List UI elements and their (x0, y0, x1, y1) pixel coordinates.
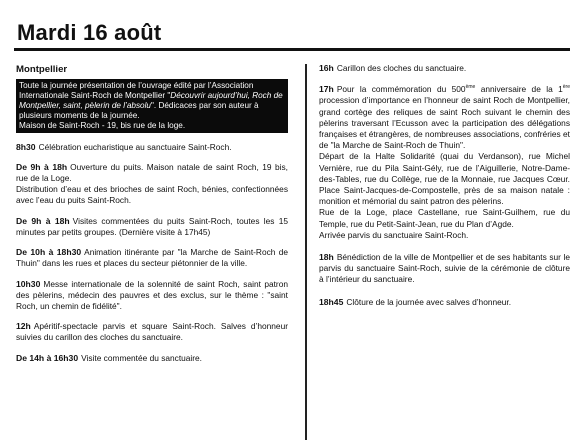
program-entry (16, 321, 288, 343)
intro-box (16, 79, 288, 133)
program-entry (319, 63, 570, 74)
program-entry (16, 216, 288, 238)
entry-text: Apéritif-spectacle parvis et square Saint-Roch. Salves d’honneur suivies du carillon des cloches du sanctuaire. (16, 321, 288, 343)
entry-time: 10h30 (16, 278, 41, 289)
program-entry (319, 252, 570, 286)
title-underline (14, 48, 570, 51)
program-entry (16, 353, 288, 364)
ordinal-suffix: ème (465, 84, 476, 91)
entry-time: De 9h à 18h (16, 162, 68, 173)
program-entry (16, 247, 288, 269)
entry-text: Messe internationale de la solennité de saint Roch, saint patron des pèlerins, médecin des pauvres et des exclus, sur le thème : "saint Roch, un chemin de fidélité". (16, 278, 288, 311)
entry-extra: Distribution d’eau et des brioches de saint Roch, bénies, confectionnées avec l’eau du puits Saint-Roch. (16, 184, 288, 206)
left-column (16, 64, 288, 373)
entry-text: Animation itinérante par "la Marche de Saint-Roch de Thuin" dans les rues et places du secteur piétonnier de la ville. (16, 247, 288, 269)
intro-address: Maison de Saint-Roch - 19, bis rue de la loge. (19, 120, 186, 130)
right-column (319, 63, 570, 319)
column-divider (305, 64, 307, 440)
city-heading: Montpellier (16, 64, 68, 75)
program-entry (16, 279, 288, 312)
entry-time: De 10h à 18h30 (16, 247, 82, 258)
procession-text-b: anniversaire de la 1 (475, 84, 563, 95)
entry-text: Ouverture du puits. Maison natale de saint Roch, 19 bis, rue de la Loge. (16, 162, 288, 184)
program-entry (319, 297, 570, 308)
book-title: Découvrir aujourd’hui, Roch de Montpellier, saint, pèlerin de l’absolu (19, 90, 283, 110)
procession-entry (319, 84, 570, 241)
program-entry (16, 162, 288, 206)
procession-route: Départ de la Halte Solidarité (quai du Verdanson), rue Michel Vernière, rue du Pila Saint-Gély, rue de l’Aiguillerie, Notre-Dame-des-Tables, rue du Collège, rue de la Monnaie, rue Jacques Cœur. Place Saint-Jacques-de-Compostelle, près de sa maison natale : monition et mémorial du saint patron des pèlerins. (319, 151, 570, 207)
entry-time: 16h (319, 63, 334, 73)
procession-text-a: Pour la commémoration du 500 (336, 84, 466, 95)
procession-text-c: procession d’importance en l’honneur de saint Roch de Montpellier, grand cortège des reliques de saint Roch suivant le chemin des pèlerins traversant l’Ecusson avec la participation des délégations françaises et étrangères, de nombreuses associations, confréries et de "la Marche de Saint-Roch de Thuin". (319, 95, 570, 151)
page-title: Mardi 16 août (17, 20, 162, 45)
entry-text: Visites commentées du puits Saint-Roch, toutes les 15 minutes par petits groupes. (Dernière visite à 17h45) (16, 215, 289, 237)
entry-text: Bénédiction de la ville de Montpellier et de ses habitants sur le parvis du sanctuaire Saint-Roch, suivie de la cérémonie de clôture à l’intérieur du sanctuaire. (319, 252, 570, 285)
entry-text: Célébration eucharistique au sanctuaire Saint-Roch. (38, 141, 232, 152)
entry-time: De 14h à 16h30 (16, 352, 79, 363)
procession-route-continued: Rue de la Loge, place Castellane, rue Saint-Guilhem, rue du Temple, rue du Petit-Saint-Jean, rue du Plan d’Agde. (319, 207, 570, 229)
entry-time: 12h (16, 321, 31, 332)
entry-time: 8h30 (16, 141, 36, 152)
intro-text-end: ". Dédicaces par son auteur à plusieurs moments de la journée. (19, 100, 259, 120)
procession-arrival: Arrivée parvis du sanctuaire Saint-Roch. (319, 229, 469, 240)
intro-text-start: Toute la journée présentation de l’ouvrage édité par l’Association Internationale Saint-Roch de Montpellier " (19, 81, 254, 100)
entry-time: 18h (319, 252, 334, 263)
intro-text (19, 81, 284, 121)
entry-text: Clôture de la journée avec salves d’honneur. (346, 296, 512, 307)
entry-text: Carillon des cloches du sanctuaire. (336, 63, 467, 73)
program-entry (16, 142, 288, 153)
entry-time: 17h (319, 84, 334, 95)
entry-time: 18h45 (319, 296, 344, 307)
ordinal-suffix: ère (562, 84, 570, 91)
entry-text: Visite commentée du sanctuaire. (81, 352, 203, 363)
entry-time: De 9h à 18h (16, 215, 70, 226)
